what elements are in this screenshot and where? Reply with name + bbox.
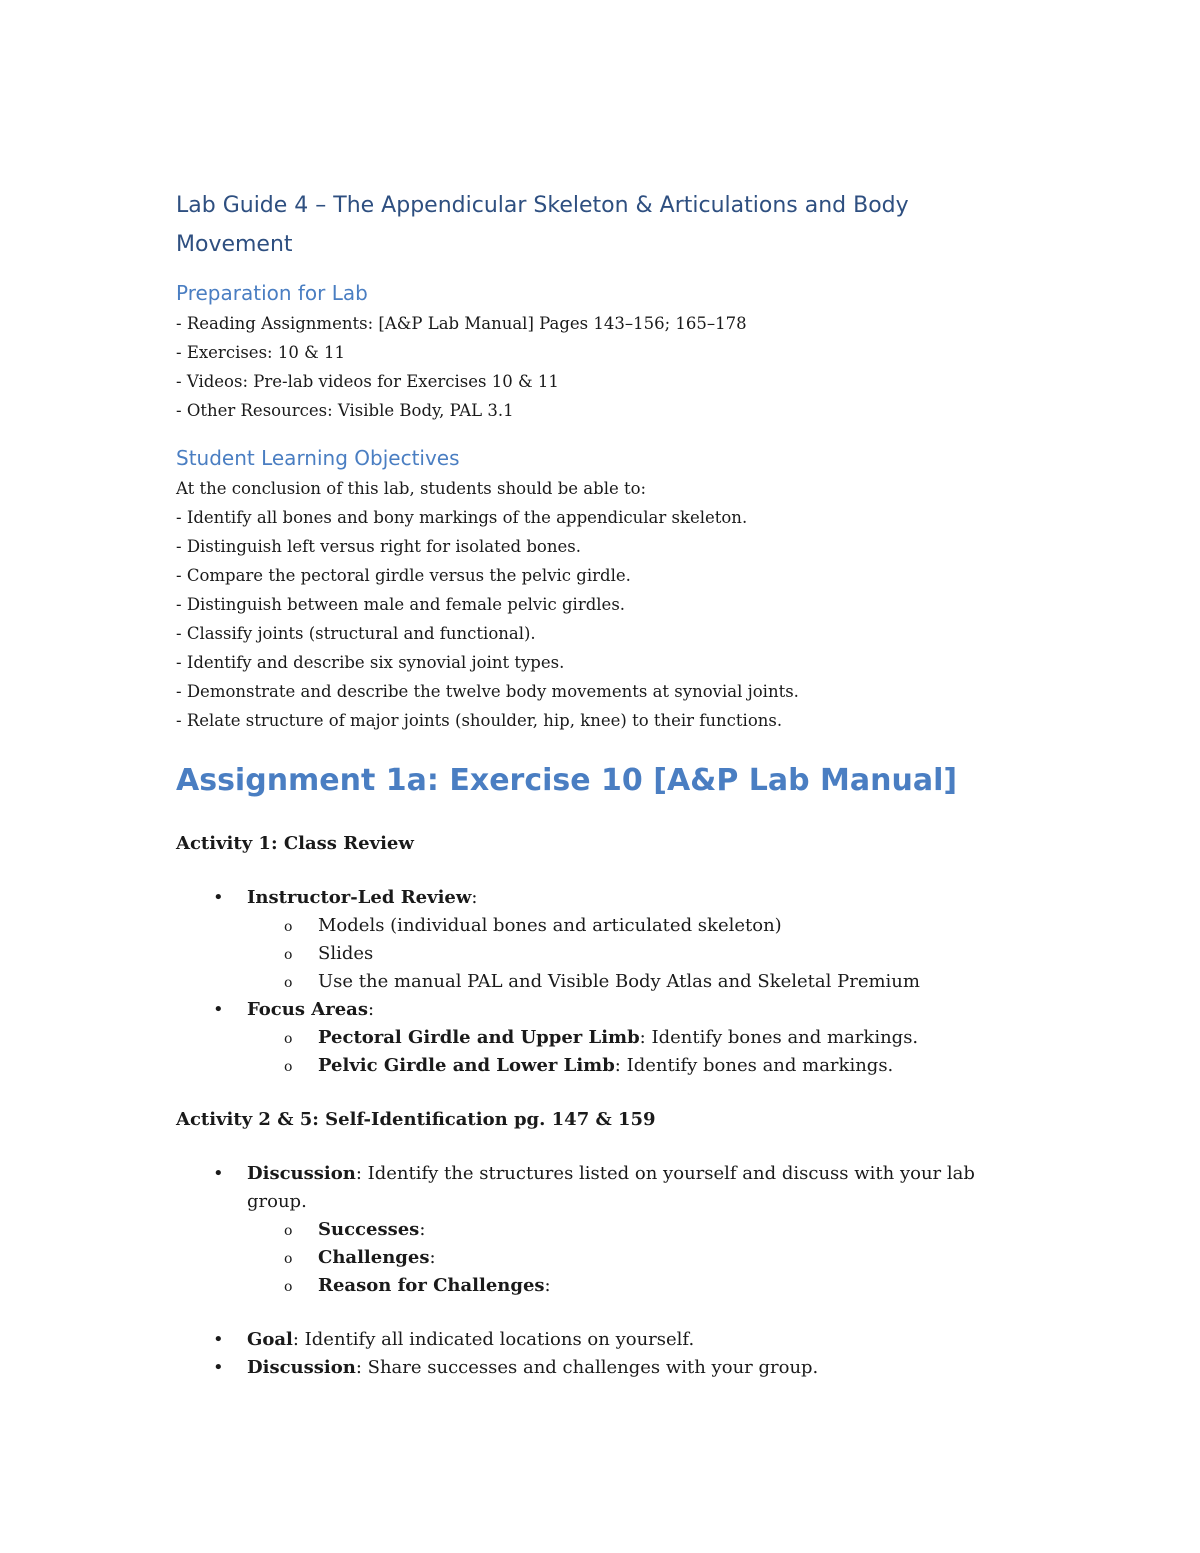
bullet-icon: • xyxy=(213,887,224,908)
item-text: : Share successes and challenges with your group. xyxy=(355,1357,819,1378)
list-item: - Reading Assignments: [A&P Lab Manual] Pages 143–156; 165–178 xyxy=(176,314,747,333)
sub-list-item xyxy=(247,1052,1026,1080)
document-page xyxy=(176,186,1026,1382)
objectives-heading: Student Learning Objectives xyxy=(176,446,460,470)
list-item: - Distinguish between male and female pelvic girdles. xyxy=(176,595,626,614)
sub-list-item xyxy=(247,1216,1026,1244)
list-item: - Classify joints (structural and functional). xyxy=(176,624,536,643)
sub-list-item xyxy=(247,912,1026,940)
bullet-icon: • xyxy=(213,1163,224,1184)
list-item xyxy=(176,1326,1026,1354)
item-label: Goal xyxy=(247,1329,293,1350)
list-item: - Demonstrate and describe the twelve body movements at synovial joints. xyxy=(176,682,799,701)
assignment-heading: Assignment 1a: Exercise 10 [A&P Lab Manual] xyxy=(176,763,958,798)
list-item: - Videos: Pre-lab videos for Exercises 10 & 11 xyxy=(176,372,559,391)
sub-list xyxy=(247,1024,1026,1080)
sub-list xyxy=(247,1216,1026,1300)
item-text: : Identify all indicated locations on yourself. xyxy=(292,1329,695,1350)
item-text: : Identify the structures listed on yourself and discuss with your lab group. xyxy=(247,1163,975,1212)
objectives-list xyxy=(176,474,1026,735)
item-label: Challenges xyxy=(318,1247,430,1268)
activity-1-heading: Activity 1: Class Review xyxy=(176,833,414,854)
list-item: - Relate structure of major joints (shoulder, hip, knee) to their functions. xyxy=(176,711,783,730)
objectives-intro: At the conclusion of this lab, students should be able to: xyxy=(176,479,647,498)
item-label: Focus Areas xyxy=(247,999,368,1020)
circle-bullet-icon: o xyxy=(284,975,293,991)
circle-bullet-icon: o xyxy=(284,1279,293,1295)
sub-list-item xyxy=(247,968,1026,996)
sub-list-item xyxy=(247,1024,1026,1052)
item-text: : Identify bones and markings. xyxy=(614,1055,894,1076)
list-item xyxy=(176,1354,1026,1382)
item-text: Slides xyxy=(318,943,374,964)
circle-bullet-icon: o xyxy=(284,1031,293,1047)
list-item: - Identify all bones and bony markings of the appendicular skeleton. xyxy=(176,508,748,527)
item-separator: : xyxy=(367,999,375,1020)
list-item: - Distinguish left versus right for isolated bones. xyxy=(176,537,581,556)
item-text: : xyxy=(429,1247,436,1268)
item-label: Discussion xyxy=(247,1357,356,1378)
list-item: - Other Resources: Visible Body, PAL 3.1 xyxy=(176,401,514,420)
bullet-icon: • xyxy=(213,999,224,1020)
item-text: Models (individual bones and articulated skeleton) xyxy=(318,915,782,936)
item-label: Instructor-Led Review xyxy=(247,887,472,908)
item-text: : Identify bones and markings. xyxy=(639,1027,919,1048)
list-item: - Identify and describe six synovial joint types. xyxy=(176,653,565,672)
document-title: Lab Guide 4 – The Appendicular Skeleton & Articulations and Body Movement xyxy=(176,193,909,257)
item-label: Discussion xyxy=(247,1163,356,1184)
sub-list-item xyxy=(247,1272,1026,1300)
preparation-heading: Preparation for Lab xyxy=(176,281,368,305)
activity-2-list xyxy=(176,1160,1026,1382)
sub-list xyxy=(247,912,1026,996)
item-text: Use the manual PAL and Visible Body Atlas and Skeletal Premium xyxy=(318,971,920,992)
item-text: : xyxy=(544,1275,551,1296)
item-label: Pelvic Girdle and Lower Limb xyxy=(318,1055,615,1076)
item-text: : xyxy=(419,1219,426,1240)
sub-list-item xyxy=(247,940,1026,968)
bullet-icon: • xyxy=(213,1357,224,1378)
item-label: Reason for Challenges xyxy=(318,1275,545,1296)
circle-bullet-icon: o xyxy=(284,947,293,963)
list-item xyxy=(176,1160,1026,1326)
item-label: Pectoral Girdle and Upper Limb xyxy=(318,1027,640,1048)
circle-bullet-icon: o xyxy=(284,1223,293,1239)
circle-bullet-icon: o xyxy=(284,919,293,935)
sub-list-item xyxy=(247,1244,1026,1272)
list-item: - Exercises: 10 & 11 xyxy=(176,343,346,362)
spacer xyxy=(247,1300,1026,1326)
bullet-icon: • xyxy=(213,1329,224,1350)
activity-2-heading: Activity 2 & 5: Self-Identification pg. 147 & 159 xyxy=(176,1109,656,1130)
list-item: - Compare the pectoral girdle versus the pelvic girdle. xyxy=(176,566,631,585)
item-label: Successes xyxy=(318,1219,420,1240)
preparation-list xyxy=(176,309,1026,425)
list-item xyxy=(176,996,1026,1080)
circle-bullet-icon: o xyxy=(284,1059,293,1075)
activity-1-list xyxy=(176,884,1026,1080)
list-item xyxy=(176,884,1026,996)
circle-bullet-icon: o xyxy=(284,1251,293,1267)
item-separator: : xyxy=(471,887,478,908)
